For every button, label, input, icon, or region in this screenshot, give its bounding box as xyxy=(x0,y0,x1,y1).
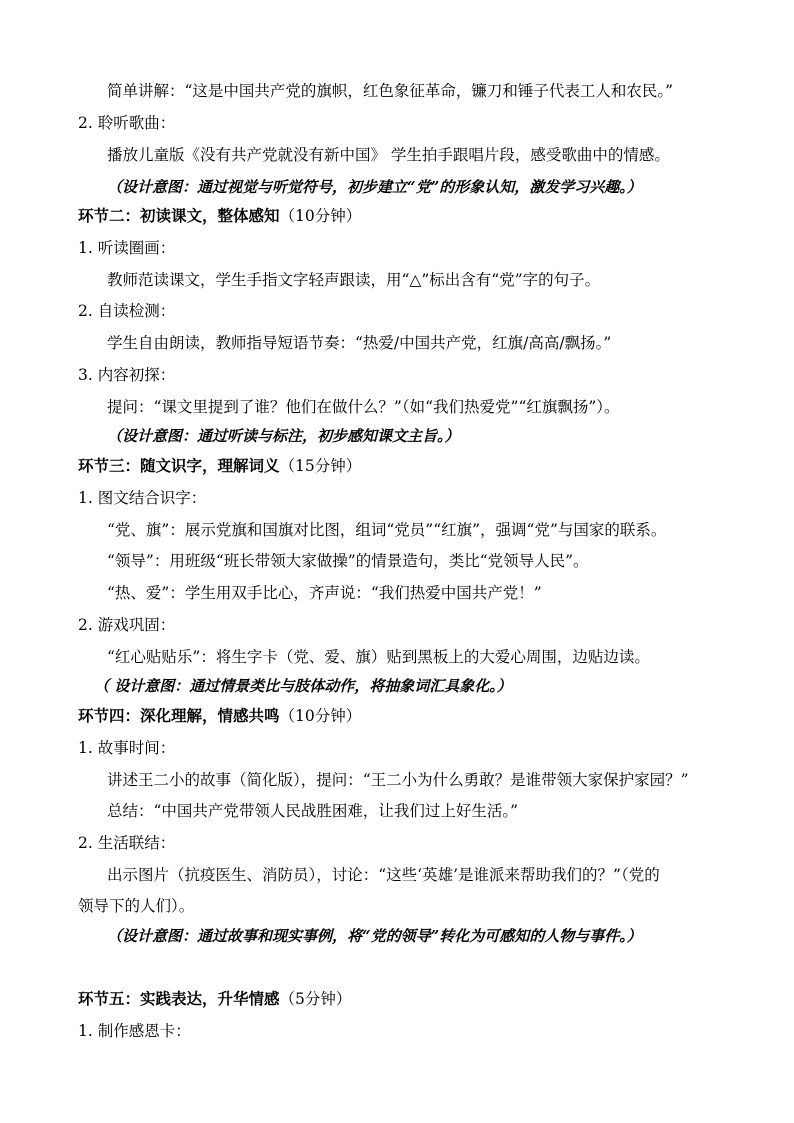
section-duration: （10分钟） xyxy=(279,707,362,725)
section-title: 环节二：初读课文，整体感知 xyxy=(78,206,280,225)
step-game: 2. 游戏巩固： xyxy=(78,616,176,634)
step-self-reading: 2. 自读检测： xyxy=(78,302,176,320)
char-re-ai: “热、爱”：学生用双手比心，齐声说：“我们热爱中国共产党！” xyxy=(107,584,542,602)
section-title: 环节五：实践表达，升华情感 xyxy=(78,989,280,1008)
story-description: 讲述王二小的故事（简化版），提问：“王二小为什么勇敢？是谁带领大家保护家园？” xyxy=(107,771,689,789)
step-listen-mark: 1. 听读圈画： xyxy=(78,239,176,257)
section-duration: （15分钟） xyxy=(279,457,362,475)
step-content-explore: 3. 内容初探： xyxy=(78,366,176,384)
section-2-heading xyxy=(78,206,361,226)
section-3-heading xyxy=(78,456,361,476)
rhythm-guidance: 学生自由朗读，教师指导短语节奏：“热爱/中国共产党，红旗/高高/飘扬。” xyxy=(107,334,612,352)
step-gratitude-card: 1. 制作感恩卡： xyxy=(78,1022,191,1040)
step-listen-song: 2. 聆听歌曲： xyxy=(78,114,176,132)
design-intent-2: （设计意图：通过听读与标注，初步感知课文主旨。） xyxy=(107,427,460,445)
char-lingdao: “领导”：用班级“班长带领大家做操”的情景造句，类比“党领导人民”。 xyxy=(107,552,589,570)
section-4-heading xyxy=(78,706,361,726)
question-line: 提问：“课文里提到了谁？他们在做什么？”（如“我们热爱党”“红旗飘扬”）。 xyxy=(107,398,620,416)
life-discussion-cont: 领导下的人们）。 xyxy=(78,897,195,915)
story-summary: 总结：“中国共产党带领人民战胜困难，让我们过上好生活。” xyxy=(107,802,519,820)
teacher-reading: 教师范读课文，学生手指文字轻声跟读，用“△”标出含有“党”字的句子。 xyxy=(107,271,601,289)
step-life-link: 2. 生活联结： xyxy=(78,834,176,852)
game-description: “红心贴贴乐”：将生字卡（党、爱、旗）贴到黑板上的大爱心周围，边贴边读。 xyxy=(107,648,650,666)
section-title: 环节四：深化理解，情感共鸣 xyxy=(78,706,280,725)
section-title: 环节三：随文识字，理解词义 xyxy=(78,456,280,475)
song-description: 播放儿童版《没有共产党就没有新中国》 学生拍手跟唱片段，感受歌曲中的情感。 xyxy=(107,146,670,164)
step-image-text: 1. 图文结合识字： xyxy=(78,489,207,507)
design-intent-3: （ 设计意图：通过情景类比与肢体动作，将抽象词汇具象化。） xyxy=(94,677,512,695)
section-duration: （5分钟） xyxy=(279,990,352,1008)
design-intent-4: （设计意图：通过故事和现实事例，将“党的领导”转化为可感知的人物与事件。） xyxy=(107,927,642,945)
design-intent-1: （设计意图：通过视觉与听觉符号，初步建立“党”的形象认知，激发学习兴趣。） xyxy=(107,178,642,196)
step-story: 1. 故事时间： xyxy=(78,739,176,757)
section-5-heading xyxy=(78,989,351,1009)
char-dang-qi: “党、旗”：展示党旗和国旗对比图，组词“党员”“红旗”，强调“党”与国家的联系。 xyxy=(107,521,667,539)
explanation-line: 简单讲解：“这是中国共产党的旗帜，红色象征革命，镰刀和锤子代表工人和农民。” xyxy=(107,82,674,100)
section-duration: （10分钟） xyxy=(279,207,362,225)
life-discussion: 出示图片（抗疫医生、消防员），讨论：“这些‘英雄’是谁派来帮助我们的？”（党的 xyxy=(107,866,660,884)
